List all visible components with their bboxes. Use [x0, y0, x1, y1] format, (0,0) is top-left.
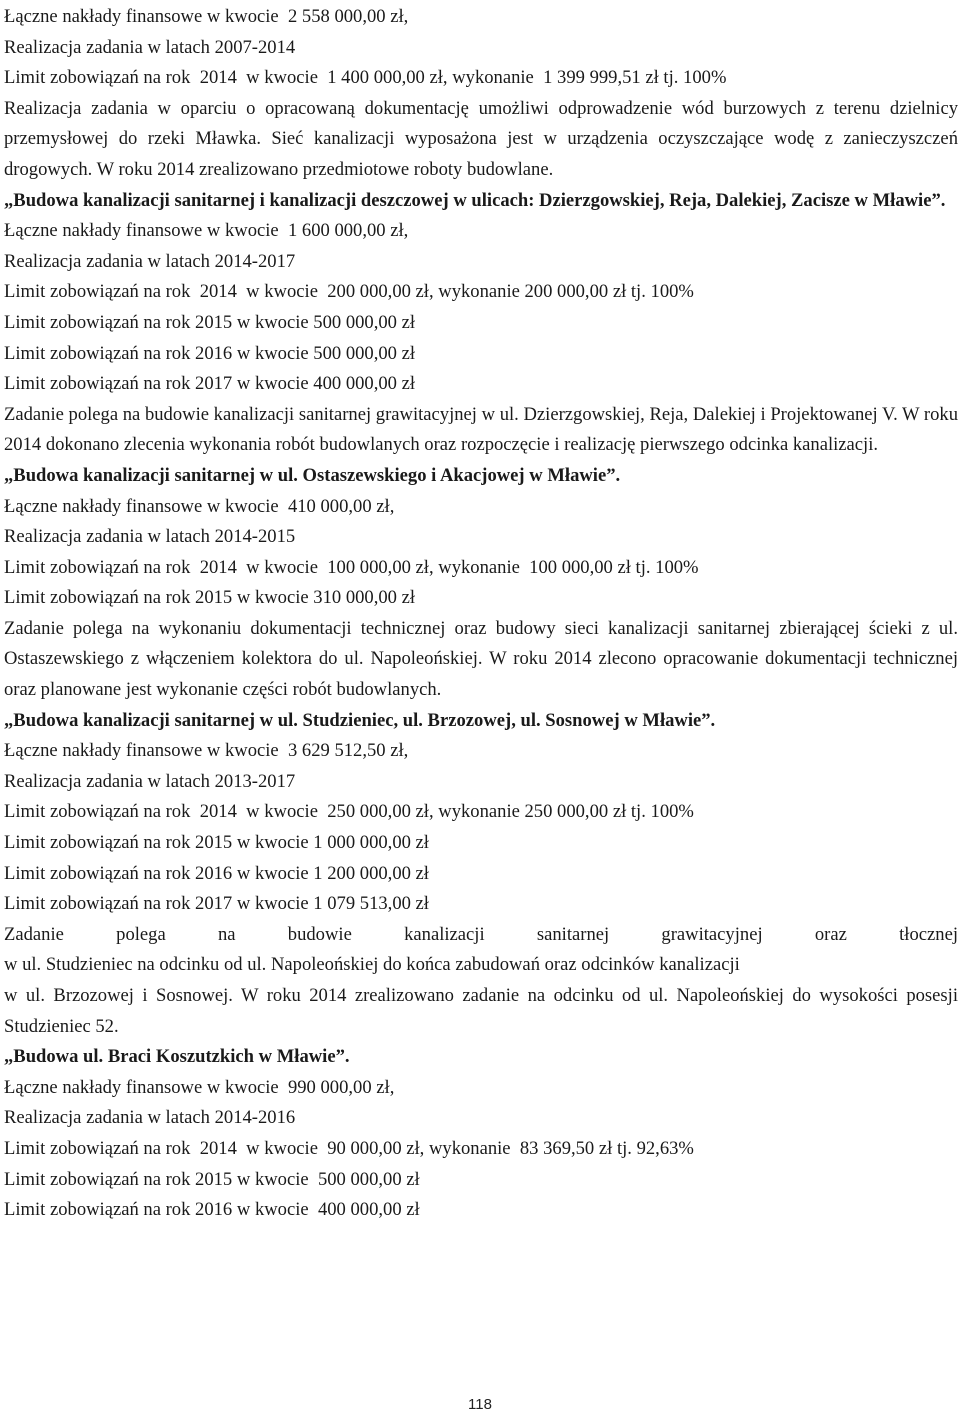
limit-line: Limit zobowiązań na rok 2014 w kwocie 1 400 000,00 zł, wykonanie 1 399 999,51 zł tj. 100%	[4, 67, 727, 89]
task-description: w ul. Brzozowej i Sosnowej. W roku 2014 zrealizowano zadanie na odcinku od ul. Napoleońskiej do wysokości posesji Studzieniec 52.	[4, 985, 958, 1037]
page-number: 118	[468, 1396, 492, 1413]
task-title: „Budowa kanalizacji sanitarnej w ul. Ostaszewskiego i Akacjowej w Mławie”.	[4, 464, 621, 486]
limit-line: Limit zobowiązań na rok 2017 w kwocie 1 079 513,00 zł	[4, 893, 429, 915]
limit-line: Limit zobowiązań na rok 2014 w kwocie 250 000,00 zł, wykonanie 250 000,00 zł tj. 100%	[4, 801, 694, 823]
limit-line: Limit zobowiązań na rok 2015 w kwocie 500 000,00 zł	[4, 311, 416, 333]
total-cost-line: Łączne nakłady finansowe w kwocie 2 558 000,00 zł,	[4, 6, 409, 27]
limit-line: Limit zobowiązań na rok 2016 w kwocie 400 000,00 zł	[4, 1199, 420, 1221]
realization-years-line: Realizacja zadania w latach 2014-2017	[4, 250, 296, 272]
limit-line: Limit zobowiązań na rok 2017 w kwocie 400 000,00 zł	[4, 373, 416, 395]
limit-line: Limit zobowiązań na rok 2016 w kwocie 500 000,00 zł	[4, 342, 416, 364]
total-cost-line: Łączne nakłady finansowe w kwocie 990 000,00 zł,	[4, 1076, 395, 1098]
limit-line: Limit zobowiązań na rok 2016 w kwocie 1 200 000,00 zł	[4, 862, 429, 884]
total-cost-line: Łączne nakłady finansowe w kwocie 1 600 000,00 zł,	[4, 220, 409, 242]
task-description-line: Zadanie polega na budowie kanalizacji sanitarnej grawitacyjnej oraz tłocznej	[4, 923, 958, 945]
task-description: Realizacja zadania w oparciu o opracowaną dokumentację umożliwi odprowadzenie wód burzowych z terenu dzielnicy przemysłowej do rzeki Mławka. Sieć kanalizacji wyposażona jest w urządzenia oczyszczające wodę z zanieczyszczeń drogowych. W roku 2014 zrealizowano przedmiotowe roboty budowlane.	[4, 97, 958, 180]
limit-line: Limit zobowiązań na rok 2014 w kwocie 100 000,00 zł, wykonanie 100 000,00 zł tj. 100%	[4, 556, 699, 578]
task-title: „Budowa kanalizacji sanitarnej w ul. Studzieniec, ul. Brzozowej, ul. Sosnowej w Mławie”.	[4, 709, 716, 731]
task-description: Zadanie polega na wykonaniu dokumentacji technicznej oraz budowy sieci kanalizacji sanitarnej zbierającej ścieki z ul. Ostaszewskiego z włączeniem kolektora do ul. Napoleońskiej. W roku 2014 zlecono opracowanie dokumentacji technicznej oraz planowane jest wykonanie części robót budowlanych.	[4, 617, 958, 701]
total-cost-line: Łączne nakłady finansowe w kwocie 410 000,00 zł,	[4, 495, 395, 517]
task-title: „Budowa ul. Braci Koszutzkich w Mławie”.	[4, 1046, 350, 1068]
limit-line: Limit zobowiązań na rok 2014 w kwocie 200 000,00 zł, wykonanie 200 000,00 zł tj. 100%	[4, 281, 694, 303]
limit-line: Limit zobowiązań na rok 2015 w kwocie 1 000 000,00 zł	[4, 832, 429, 854]
limit-line: Limit zobowiązań na rok 2015 w kwocie 500 000,00 zł	[4, 1168, 420, 1190]
task-title: „Budowa kanalizacji sanitarnej i kanalizacji deszczowej w ulicach: Dzierzgowskiej, Reja, Dalekiej, Zacisze w Mławie”.	[4, 189, 946, 211]
task-description: Zadanie polega na budowie kanalizacji sanitarnej grawitacyjnej w ul. Dzierzgowskiej, Reja, Dalekiej i Projektowanej V. W roku 2014 dokonano zlecenia wykonania robót budowlanych oraz rozpoczęcie i realizację pierwszego odcinka kanalizacji.	[4, 403, 958, 456]
realization-years-line: Realizacja zadania w latach 2007-2014	[4, 36, 296, 58]
total-cost-line: Łączne nakłady finansowe w kwocie 3 629 512,50 zł,	[4, 740, 409, 762]
task-description-line: w ul. Studzieniec na odcinku od ul. Napoleońskiej do końca zabudowań oraz odcinków kanalizacji	[4, 954, 740, 976]
realization-years-line: Realizacja zadania w latach 2014-2016	[4, 1107, 296, 1129]
limit-line: Limit zobowiązań na rok 2014 w kwocie 90 000,00 zł, wykonanie 83 369,50 zł tj. 92,63%	[4, 1137, 694, 1159]
limit-line: Limit zobowiązań na rok 2015 w kwocie 310 000,00 zł	[4, 587, 416, 609]
realization-years-line: Realizacja zadania w latach 2014-2015	[4, 526, 296, 548]
realization-years-line: Realizacja zadania w latach 2013-2017	[4, 770, 296, 792]
